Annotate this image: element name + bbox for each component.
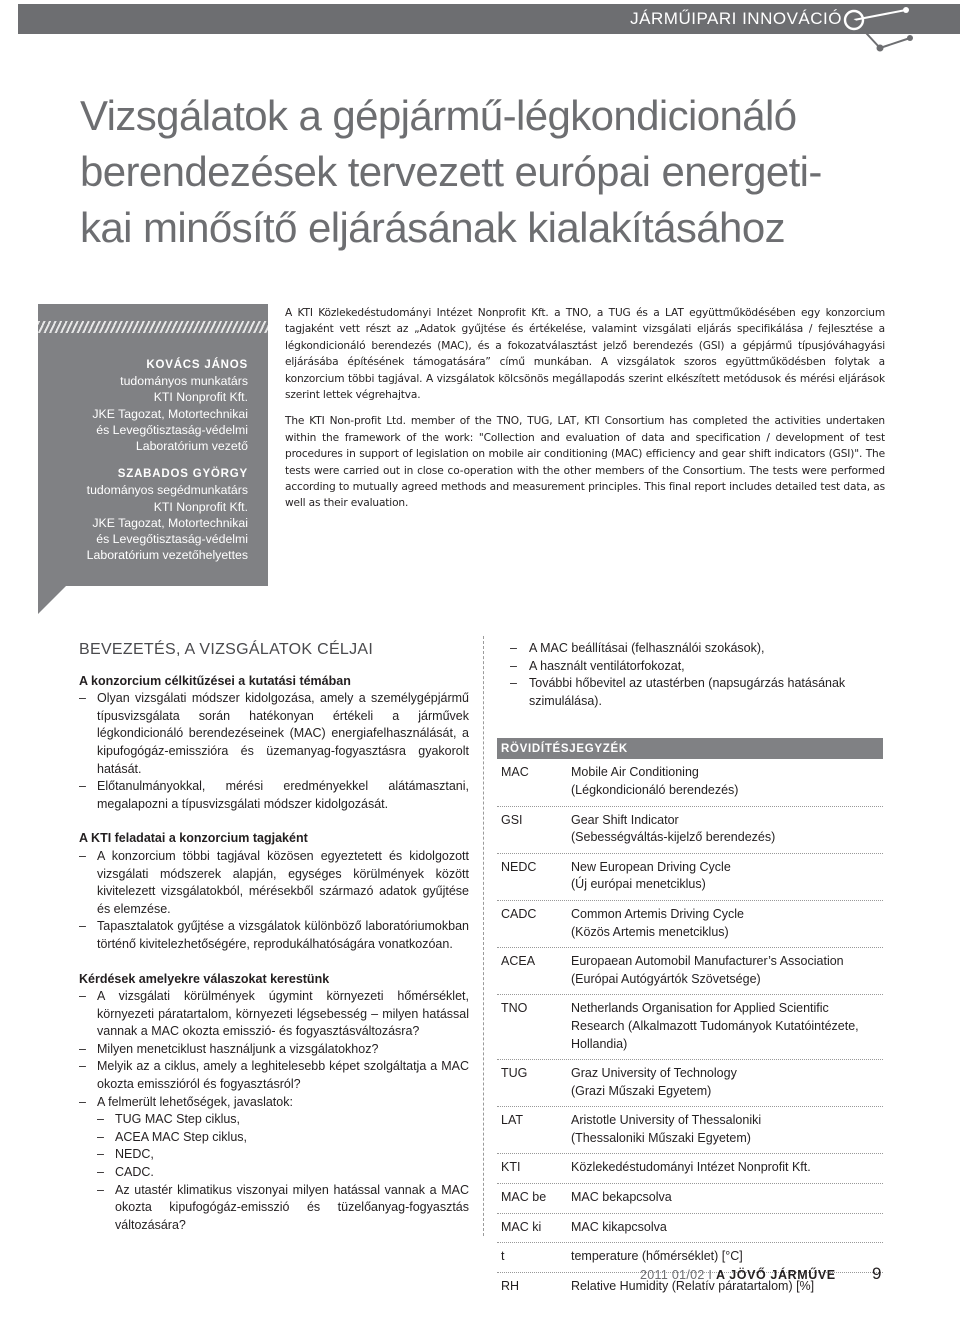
author-name: SZABADOS GYÖRGY: [117, 468, 248, 481]
author-line: és Levegőtisztaság-védelmi: [96, 532, 248, 547]
glossary-description-line: (Grazi Műszaki Egyetem): [571, 1083, 712, 1098]
tasks-block: [79, 830, 469, 953]
glossary-row: [497, 995, 883, 1060]
author-line: Laboratórium vezető: [135, 439, 248, 454]
glossary-row: [497, 1154, 883, 1184]
glossary-abbreviation: GSI: [501, 812, 523, 827]
subheading: Kérdések amelyekre válaszokat kerestünk: [79, 971, 330, 986]
glossary-abbreviation: MAC: [501, 765, 529, 780]
issue-label: 2011 01/02 I: [640, 1268, 713, 1282]
list-item: – További hőbevitel az utastérben (napsugárzás hatásának szimulálása).: [510, 676, 846, 708]
glossary-description-line: (Új európai menetciklus): [571, 877, 706, 892]
list-item: – Melyik az a ciklus, amely a leghitelesebb képet szolgáltatja a MAC okozta emisszióról és fogyasztásról?: [79, 1059, 469, 1092]
glossary-description: [571, 1248, 883, 1266]
author-line: tudományos segédmunkatárs: [86, 483, 248, 498]
glossary-description: [571, 906, 883, 941]
network-logo-icon: [840, 2, 920, 54]
glossary-description-line: Graz University of Technology: [571, 1066, 737, 1081]
glossary-table: [497, 738, 883, 1301]
glossary-abbreviation: KTI: [501, 1160, 521, 1175]
glossary-description-line: (Légkondicionáló berendezés): [571, 782, 739, 797]
author-line: Laboratórium vezetőhelyettes: [86, 548, 248, 563]
glossary-abbreviation: CADC: [501, 906, 537, 921]
author-line: és Levegőtisztaság-védelmi: [96, 422, 248, 437]
subheading: A konzorcium célkitűzései a kutatási témában: [79, 673, 351, 688]
glossary-description-line: Common Artemis Driving Cycle: [571, 906, 744, 921]
glossary-abbreviation: MAC ki: [501, 1219, 542, 1234]
title-line: kai minősítő eljárásának kialakításához: [80, 204, 785, 251]
glossary-description-line: Gear Shift Indicator: [571, 812, 679, 827]
glossary-description-line: New European Driving Cycle: [571, 859, 731, 874]
corner-decoration: [38, 586, 66, 614]
glossary-description-line: Europaean Automobil Manufacturer’s Association: [571, 954, 844, 969]
author-line: KTI Nonprofit Kft.: [153, 499, 248, 514]
glossary-heading: RÖVIDÍTÉSJEGYZÉK: [497, 738, 883, 759]
glossary-abbreviation: TUG: [501, 1066, 528, 1081]
glossary-description: [571, 953, 883, 988]
hatch-decoration: [38, 321, 268, 333]
subheading: A KTI feladatai a konzorcium tagjaként: [79, 831, 308, 846]
glossary-abbreviation: NEDC: [501, 859, 537, 874]
sub-list-item: – ACEA MAC Step ciklus,: [97, 1129, 247, 1144]
abstract-english: The KTI Non-profit Ltd. member of the TNO, TUG, LAT, KTI Consortium has completed the activities undertaken within the framework of the work: "Collection and evaluation of data and specification / development of test procedures in support of legislation on mobile air conditioning (MAC) efficiency and gear shift indicators (GSI)". The tests were carried out in close co-operation with the other members of the Consortium. The tests were performed according to mutually agreed methods and measurement principles. This final report includes detailed test data, as well as their evaluation.: [285, 415, 885, 510]
glossary-description-line: Aristotle University of Thessaloniki: [571, 1113, 762, 1128]
author-line: JKE Tagozat, Motortechnikai: [92, 515, 248, 530]
glossary-description: [571, 812, 883, 847]
glossary-row: [497, 948, 883, 995]
author-list: [38, 357, 248, 563]
glossary-abbreviation: LAT: [501, 1113, 523, 1128]
glossary-row: [497, 1060, 883, 1107]
list-item: – A használt ventilátorfokozat,: [510, 658, 685, 673]
column-divider: [483, 636, 484, 1236]
list-item: – Milyen menetciklust használjunk a vizsgálatokhoz?: [79, 1041, 379, 1056]
glossary-row: [497, 1214, 883, 1244]
list-item: – A vizsgálati körülmények úgymint környezeti hőmérséklet, környezeti páratartalom, környezeti légsebesség – milyen hatással vannak a MAC okozta emisszió- és fogyasztásváltozásra?: [79, 989, 469, 1039]
glossary-description: [571, 1000, 883, 1053]
glossary-row: [497, 1107, 883, 1154]
page-number: 9: [872, 1264, 882, 1283]
title-line: Vizsgálatok a gépjármű-légkondicionáló: [80, 92, 797, 139]
sub-list-item: – NEDC,: [97, 1147, 154, 1162]
glossary-description-line: Mobile Air Conditioning: [571, 765, 699, 780]
glossary-description: [571, 1112, 883, 1147]
sub-list-item: – Az utastér klimatikus viszonyai milyen hatással vannak a MAC okozta kipufogógáz-emisszió és tüzelőanyag-fogyasztás változására?: [97, 1182, 469, 1232]
right-column: [497, 640, 887, 1301]
section-heading: BEVEZETÉS, A VIZSGÁLATOK CÉLJAI: [79, 641, 374, 658]
glossary-description: [571, 764, 883, 799]
glossary-description-line: Relative Humidity (Relatív páratartalom) [%]: [571, 1278, 815, 1293]
glossary-description-line: Netherlands Organisation for Applied Scientific Research (Alkalmazott Tudományok Kutatóintézete, Hollandia): [571, 1001, 859, 1051]
list-item: – A konzorcium többi tagjával közösen egyeztetett és kidolgozott vizsgálati módszerek alapján, egységes körülmények között kivitelezett vizsgálatokból, mérésekből származó adatok gyűjtése és elemzése.: [79, 848, 469, 916]
glossary-row: [497, 807, 883, 854]
list-item: – Előtanulmányokkal, mérési eredményekkel alátámasztani, megalapozni a típusvizsgálati módszer kidolgozását.: [79, 779, 469, 811]
glossary-abbreviation: RH: [501, 1278, 520, 1293]
glossary-description-line: MAC bekapcsolva: [571, 1190, 672, 1205]
article-title: [80, 88, 900, 256]
glossary-description-line: (Thessaloniki Műszaki Egyetem): [571, 1130, 751, 1145]
glossary-abbreviation: t: [501, 1249, 505, 1264]
list-item: – Tapasztalatok gyűjtése a vizsgálatok különböző laboratóriumokban történő kivitelezhetőségére, reprodukálhatóságára vonatkozóan.: [79, 919, 469, 951]
glossary-description-line: Közlekedéstudományi Intézet Nonprofit Kft.: [571, 1160, 811, 1175]
glossary-description-line: (Sebességváltás-kijelző berendezés): [571, 830, 776, 845]
glossary-description-line: temperature (hőmérséklet) [°C]: [571, 1249, 743, 1264]
magazine-name: A JÖVŐ JÁRMŰVE: [715, 1268, 836, 1282]
title-line: berendezések tervezett európai energeti-: [80, 148, 822, 195]
sub-list-item: – TUG MAC Step ciklus,: [97, 1112, 241, 1127]
author-line: tudományos munkatárs: [120, 374, 248, 389]
glossary-row: [497, 901, 883, 948]
author-line: KTI Nonprofit Kft.: [153, 390, 248, 405]
list-item: – Olyan vizsgálati módszer kidolgozása, amely a személygépjármű típusvizsgálata során hatékonyan értékeli a járművek légkondicionáló berendezéseinek (MAC) energiafelhasználását, a kipufogógáz-emisszióra és üzemanyag-fogyasztásra gyakorolt hatását.: [79, 691, 469, 776]
glossary-description: [571, 1219, 883, 1237]
glossary-description-line: (Európai Autógyártók Szövetsége): [571, 971, 761, 986]
footer: [640, 1268, 836, 1282]
section-label: JÁRMŰIPARI INNOVÁCIÓ: [630, 9, 842, 28]
glossary-abbreviation: TNO: [501, 1001, 528, 1016]
glossary-row: [497, 854, 883, 901]
abstract: [285, 305, 885, 522]
glossary-description: [571, 1159, 883, 1177]
glossary-abbreviation: ACEA: [501, 954, 536, 969]
header-band: [0, 0, 960, 40]
author-name: KOVÁCS JÁNOS: [146, 359, 248, 371]
glossary-abbreviation: MAC be: [501, 1190, 547, 1205]
left-column: [79, 640, 469, 1251]
questions-block: [79, 971, 469, 1235]
glossary-description-line: MAC kikapcsolva: [571, 1219, 667, 1234]
glossary-row: [497, 1184, 883, 1214]
list-item: – A felmerült lehetőségek, javaslatok:: [79, 1094, 293, 1109]
glossary-description: [571, 859, 883, 894]
goals-block: [79, 673, 469, 814]
glossary-row: [497, 759, 883, 806]
sub-list-item: – CADC.: [97, 1165, 154, 1180]
glossary-description: [571, 1065, 883, 1100]
list-item: – A MAC beállításai (felhasználói szokások),: [510, 641, 765, 655]
glossary-description: [571, 1189, 883, 1207]
abstract-hungarian: A KTI Közlekedéstudományi Intézet Nonprofit Kft. a TNO, a TUG és a LAT együttműködésében egy konzorcium tagjaként vett részt az „Adatok gyűjtése és értékelése, valamint vizsgálati eljárás specifikálása / fejlesztése a légkondicionáló berendezés (MAC), és a fokozatválasztást jelző berendezés (GSI) a gépjármű típusjóváhagyási eljárásába építésének támogatására” című munkában. A vizsgálatok szoros együttműködésben folytak a konzorcium többi tagjával. A vizsgálatok kölcsönös megállapodás szerint elkészített metódusok és mérési eljárások szerint lettek végrehajtva.: [285, 307, 885, 402]
glossary-description-line: (Közös Artemis menetciklus): [571, 924, 729, 939]
author-line: JKE Tagozat, Motortechnikai: [92, 406, 248, 421]
